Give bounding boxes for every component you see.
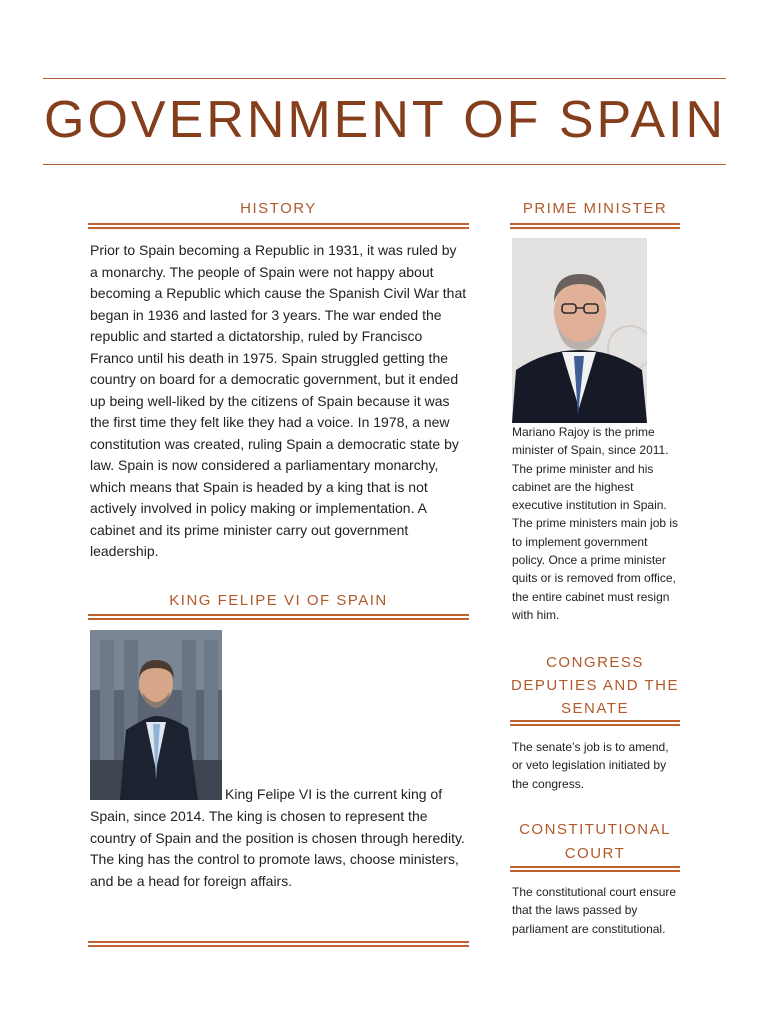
king-rule xyxy=(88,614,469,616)
title-bottom-rule xyxy=(43,164,726,165)
history-heading: HISTORY xyxy=(240,200,317,217)
prime-minister-heading: PRIME MINISTER xyxy=(522,200,668,217)
court-text: The constitutional court ensure that the laws passed by parliament are constitutional. xyxy=(512,885,677,936)
history-text: Prior to Spain becoming a Republic in 1931, it was ruled by a monarchy. The people of Spain were not happy about becoming a Republic which cause the Spanish Civil War that began in 1936 and lasted for 3 years. The war ended the republic and started a dictatorship, ruled by Francisco Franco until his death in 1975. Spain struggled getting the country on board for a democratic government, but it ended up being well-liked by the citizens of Spain because it was the first time they felt like they had a voice. In 1978, a new constitution was created, ruling Spain a democratic state by law. Spain is now considered a parliamentary monarchy, which means that Spain is headed by a king that is not actively involved in policy making or implementation. A cabinet and its prime minister carry out government leadership. xyxy=(90,242,467,559)
congress-text: The senate’s job is to amend, or veto legislation initiated by the congress. xyxy=(512,740,669,791)
king-text: Spain, since 2014. The king is chosen to represent the country of Spain and the position is chosen through heredity. The king has the control to promote laws, choose ministers, and be a head for foreign affairs. xyxy=(90,808,465,889)
king-heading: KING FELIPE VI OF SPAIN xyxy=(169,592,388,609)
king-photo xyxy=(90,630,222,800)
history-rule xyxy=(88,223,469,225)
prime-minister-text: Mariano Rajoy is the prime minister of Spain, since 2011. The prime minister and his cabinet are the highest executive institution in Spain. The prime ministers main job is to implement government policy. Once a prime minister quits or is removed from office, the entire cabinet must resign with him. xyxy=(512,425,679,622)
prime-minister-photo xyxy=(512,238,647,423)
prime-minister-rule xyxy=(510,223,680,225)
king-bottom-rule xyxy=(88,941,469,943)
court-rule xyxy=(510,866,680,868)
page-title: GOVERNMENT OF SPAIN xyxy=(44,91,727,149)
title-top-rule xyxy=(43,78,726,79)
congress-rule xyxy=(510,720,680,722)
king-text-first-line: King Felipe VI is the current king of xyxy=(225,786,443,802)
court-heading: CONSTITUTIONAL COURT xyxy=(519,821,671,862)
congress-heading: CONGRESS DEPUTIES AND THE SENATE xyxy=(511,654,679,717)
